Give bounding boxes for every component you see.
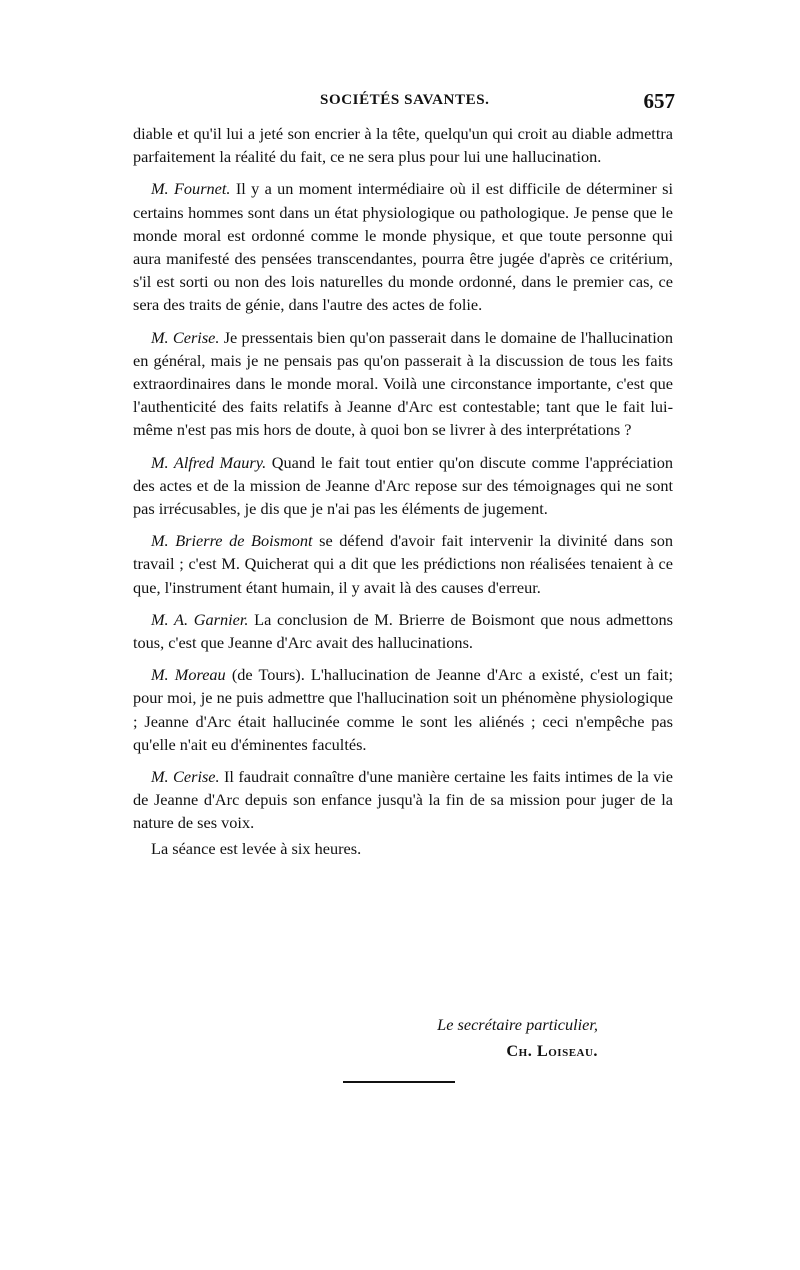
body-text (133, 122, 673, 869)
page-number: 657 (643, 89, 675, 113)
paragraph-text: La séance est levée à six heures. (151, 838, 362, 858)
paragraph (133, 608, 673, 654)
speaker-name: M. Moreau (151, 665, 226, 685)
paragraph (133, 663, 673, 756)
paragraph-text: (de Tours). L'hallucination de Jeanne d'Arc a existé, c'est un fait; pour moi, je ne puis admettre que l'hallucination soit un phénomène physiologique ; Jeanne d'Arc était hallucinée comme le sont les aliénés ; ceci n'empêche pas qu'elle n'ait eu d'éminentes facultés. (133, 665, 673, 754)
signature-title: Le secrétaire particulier, (437, 1015, 598, 1034)
paragraph-text: diable et qu'il lui a jeté son encrier à la tête, quelqu'un qui croit au diable admettra parfaitement la réalité du fait, ce ne sera plus pour lui une hallucination. (133, 124, 673, 167)
paragraph (133, 122, 673, 168)
closing-rule (343, 1081, 455, 1083)
page-header (130, 89, 675, 118)
paragraph (133, 529, 673, 599)
speaker-name: M. Alfred Maury. (151, 452, 267, 472)
signature-block (133, 1012, 598, 1064)
speaker-name: M. Cerise. (151, 327, 220, 347)
paragraph-text: Il y a un moment intermédiaire où il est difficile de déterminer si certains hommes sont dans un état physiologique ou pathologique. Je pense que le monde moral est ordonné comme le monde physique, et que toute personne qui aura manifesté des pensées transcendantes, pourra être jugée d'après ce critérium, s'il est sorti ou non des lois naturelles du monde ordonné, dans le premier cas, ce sera des traits de génie, dans l'autre des actes de folie. (133, 179, 673, 315)
paragraph (133, 451, 673, 521)
paragraph-text: se défend d'avoir fait intervenir la divinité dans son travail ; c'est M. Quicherat qui a dit que les prédictions non réalisées tenaient à ce que, l'instrument étant humain, il y avait là des causes d'erreur. (133, 531, 673, 597)
paragraph (133, 177, 673, 316)
speaker-name: M. A. Garnier. (151, 609, 249, 629)
paragraph-text: Il faudrait connaître d'une manière certaine les faits intimes de la vie de Jeanne d'Arc depuis son enfance jusqu'à la fin de sa mission pour juger de la nature de ses voix. (133, 767, 674, 833)
speaker-name: M. Fournet. (151, 179, 231, 199)
paragraph (133, 765, 673, 835)
running-title: SOCIÉTÉS SAVANTES. (320, 92, 490, 108)
paragraph (133, 326, 673, 442)
paragraph-text: La conclusion de M. Brierre de Boismont que nous admettons tous, c'est que Jeanne d'Arc avait des hallucinations. (133, 609, 673, 653)
signature-name: Ch. Loiseau. (506, 1041, 598, 1060)
paragraph-text: Je pressentais bien qu'on passerait dans le domaine de l'hallucination en général, mais je ne pensais pas qu'on passerait à la discussion de tous les faits extraordinaires dans le monde moral. Voilà une circonstance importante, c'est que l'authenticité des faits relatifs à Jeanne d'Arc est contestable; tant que le fait lui-même n'est pas mis hors de doute, à quoi bon se livrer à des interprétations ? (133, 327, 673, 440)
paragraph-text: Quand le fait tout entier qu'on discute comme l'appréciation des actes et de la mission de Jeanne d'Arc repose sur des témoignages qui ne sont pas irrécusables, je dis que je n'ai pas les éléments de jugement. (133, 452, 673, 519)
closing-line (133, 837, 673, 860)
speaker-name: M. Brierre de Boismont (151, 531, 313, 551)
speaker-name: M. Cerise. (151, 767, 220, 787)
